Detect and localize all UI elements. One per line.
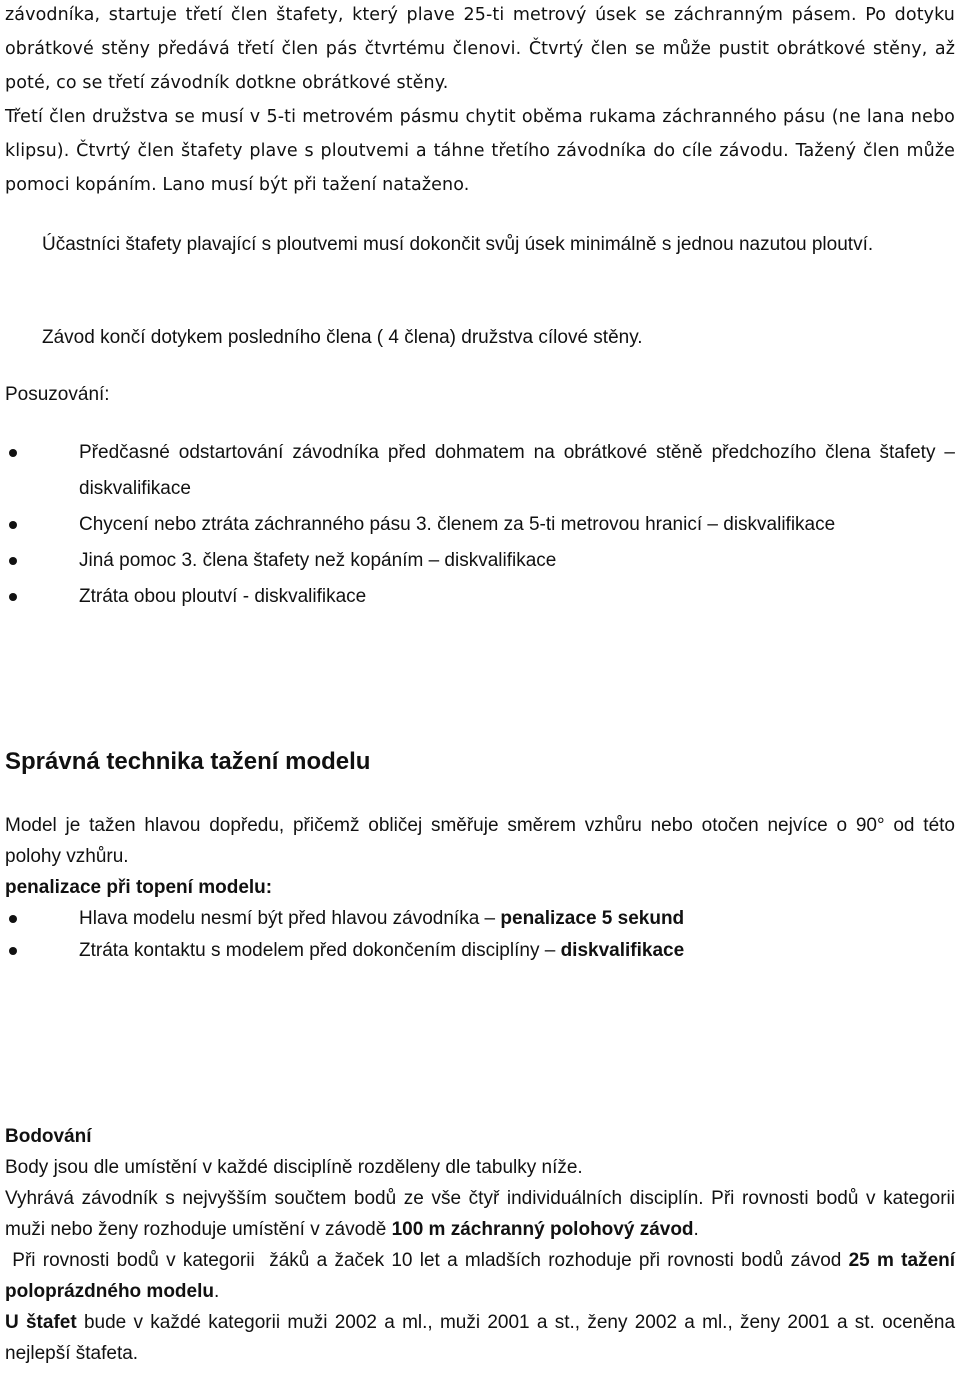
judging-list-block — [5, 435, 955, 615]
list-item — [5, 579, 955, 615]
list-item — [5, 507, 955, 543]
list-item — [5, 935, 955, 967]
fins-block — [5, 228, 955, 262]
scoring-p3-bold: 25 m tažení poloprázdného modelu — [5, 1250, 960, 1302]
bullet-icon — [9, 449, 17, 457]
penalty-label: penalizace při topení modelu: — [5, 877, 273, 898]
list-item-bold: penalizace 5 sekund — [500, 908, 685, 929]
scoring-paragraph-3 — [5, 1245, 960, 1307]
list-item — [5, 543, 955, 579]
scoring-p4-bold: U štafet — [5, 1312, 77, 1333]
scoring-p2-bold: 100 m záchranný polohový závod — [391, 1219, 694, 1240]
list-item-bold: diskvalifikace — [560, 940, 685, 961]
list-item — [5, 435, 955, 507]
scoring-line1: Body jsou dle umístění v každé disciplíně rozděleny dle tabulky níže. — [5, 1157, 583, 1178]
bullet-icon — [9, 947, 17, 955]
bullet-icon — [9, 521, 17, 529]
intro-continuation: Třetí člen družstva se musí v 5-ti metrovém pásmu chytit oběma rukama záchranného pásu (ne lana nebo klipsu). Čtvrtý člen štafety plave s ploutvemi a táhne třetího závodníka do cíle závodu. Tažený člen může pomoci kopáním. Lano musí být při tažení nataženo. — [5, 107, 955, 195]
technique-text-block — [5, 810, 955, 903]
technique-text: Model je tažen hlavou dopředu, přičemž obličej směřuje směrem vzhůru nebo otočen nejvíce o 90° od této polohy vzhůru. — [5, 815, 955, 867]
finish-block — [5, 321, 955, 355]
intro-block — [5, 0, 955, 100]
scoring-paragraph-2 — [5, 1183, 955, 1245]
finish-paragraph: Závod končí dotykem posledního člena ( 4 člena) družstva cílové stěny. — [42, 327, 643, 348]
list-item-text: Chycení nebo ztráta záchranného pásu 3. členem za 5-ti metrovou hranicí – diskvalifikace — [79, 514, 836, 535]
scoring-p2-start: Vyhrává závodník s nejvyšším součtem bodů ze vše čtyř individuálních disciplín. Při rovnosti bodů v kategorii muži nebo ženy rozhoduje umístění v závodě — [5, 1188, 955, 1240]
scoring-p2-end: . — [693, 1219, 699, 1240]
bullet-icon — [9, 557, 17, 565]
fins-paragraph: Účastníci štafety plavající s ploutvemi musí dokončit svůj úsek minimálně s jednou nazutou ploutví. — [42, 234, 874, 255]
intro-continuation-block — [5, 100, 955, 202]
list-item-text: Předčasné odstartování závodníka před dohmatem na obrátkové stěně předchozího člena štafety – diskvalifikace — [79, 442, 955, 499]
scoring-p3-start: Při rovnosti bodů v kategorii žáků a žaček 10 let a mladších rozhoduje při rovnosti bodů závod — [5, 1250, 849, 1271]
penalty-list — [5, 903, 955, 967]
scoring-p3-end: . — [214, 1281, 220, 1302]
judging-list — [5, 435, 955, 615]
scoring-title: Bodování — [5, 1126, 92, 1147]
list-item — [5, 903, 955, 935]
penalty-list-block — [5, 903, 955, 967]
technique-title: Správná technika tažení modelu — [5, 748, 371, 775]
list-item-text: Jiná pomoc 3. člena štafety než kopáním – diskvalifikace — [79, 550, 557, 571]
intro-paragraph: závodníka, startuje třetí člen štafety, který plave 25-ti metrový úsek se záchranným pásem. Po dotyku obrátkové stěny předává třetí člen pás čtvrtému členovi. Čtvrtý člen se může pustit obrátkové stěny, až poté, co se třetí závodník dotkne obrátkové stěny. — [5, 5, 955, 93]
judging-label: Posuzování: — [5, 384, 110, 405]
scoring-block — [5, 1121, 960, 1369]
scoring-p4-rest: bude v každé kategorii muži 2002 a ml., muži 2001 a st., ženy 2002 a ml., ženy 2001 a st. oceněna nejlepší štafeta. — [5, 1312, 956, 1364]
bullet-icon — [9, 593, 17, 601]
list-item-text: Ztráta kontaktu s modelem před dokončením disciplíny – — [79, 940, 561, 961]
technique-title-block — [5, 745, 370, 779]
bullet-icon — [9, 915, 17, 923]
list-item-text: Ztráta obou ploutví - diskvalifikace — [79, 586, 367, 607]
list-item-text: Hlava modelu nesmí být před hlavou závodníka – — [79, 908, 501, 929]
judging-label-block — [5, 378, 110, 412]
scoring-paragraph-4 — [5, 1307, 955, 1369]
